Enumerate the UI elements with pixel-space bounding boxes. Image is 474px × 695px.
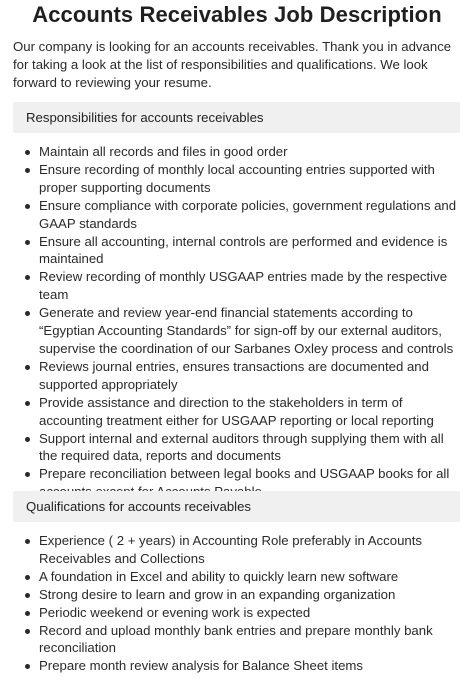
list-item: Prepare month review analysis for Balance Sheet items bbox=[24, 657, 464, 675]
list-item: Experience ( 2 + years) in Accounting Role preferably in Accounts Receivables and Collections bbox=[24, 532, 464, 568]
intro-paragraph: Our company is looking for an accounts receivables. Thank you in advance for taking a look at the list of responsibilities and qualifications. We look forward to reviewing your resume. bbox=[13, 39, 452, 90]
list-item: Ensure all accounting, internal controls are performed and evidence is maintained bbox=[24, 233, 464, 269]
list-item: Provide assistance and direction to the stakeholders in term of accounting treatment either for USGAAP reporting or local reporting bbox=[24, 394, 464, 430]
list-item: Reviews journal entries, ensures transactions are documented and supported appropriately bbox=[24, 358, 464, 394]
list-item: A foundation in Excel and ability to quickly learn new software bbox=[24, 568, 464, 586]
qualifications-heading: Qualifications for accounts receivables bbox=[13, 491, 460, 522]
list-item: Prepare reconciliation between legal books and USGAAP books for all bbox=[24, 465, 464, 501]
list-item: Maintain all records and files in good order bbox=[24, 143, 464, 161]
list-item: Record and upload monthly bank entries and prepare monthly bank reconciliation bbox=[24, 622, 464, 658]
list-item: Strong desire to learn and grow in an expanding organization bbox=[24, 586, 464, 604]
list-item: Ensure recording of monthly local accounting entries supported with proper supporting documents bbox=[24, 161, 464, 197]
qualifications-list bbox=[24, 532, 464, 675]
list-item: Generate and review year-end financial statements according to “Egyptian Accounting Standards” for sign-off by our external auditors, supervise the coordination of our Sarbanes Oxley process and controls bbox=[24, 304, 464, 358]
list-item: Ensure compliance with corporate policies, government regulations and GAAP standards bbox=[24, 197, 464, 233]
list-item: Periodic weekend or evening work is expected bbox=[24, 604, 464, 622]
list-item: Review recording of monthly USGAAP entries made by the respective team bbox=[24, 268, 464, 304]
page-title: Accounts Receivables Job Description bbox=[32, 2, 442, 27]
responsibilities-list bbox=[24, 143, 464, 501]
list-item: Support internal and external auditors through supplying them with all the required data, reports and documents bbox=[24, 430, 464, 466]
responsibilities-heading: Responsibilities for accounts receivables bbox=[13, 102, 460, 133]
